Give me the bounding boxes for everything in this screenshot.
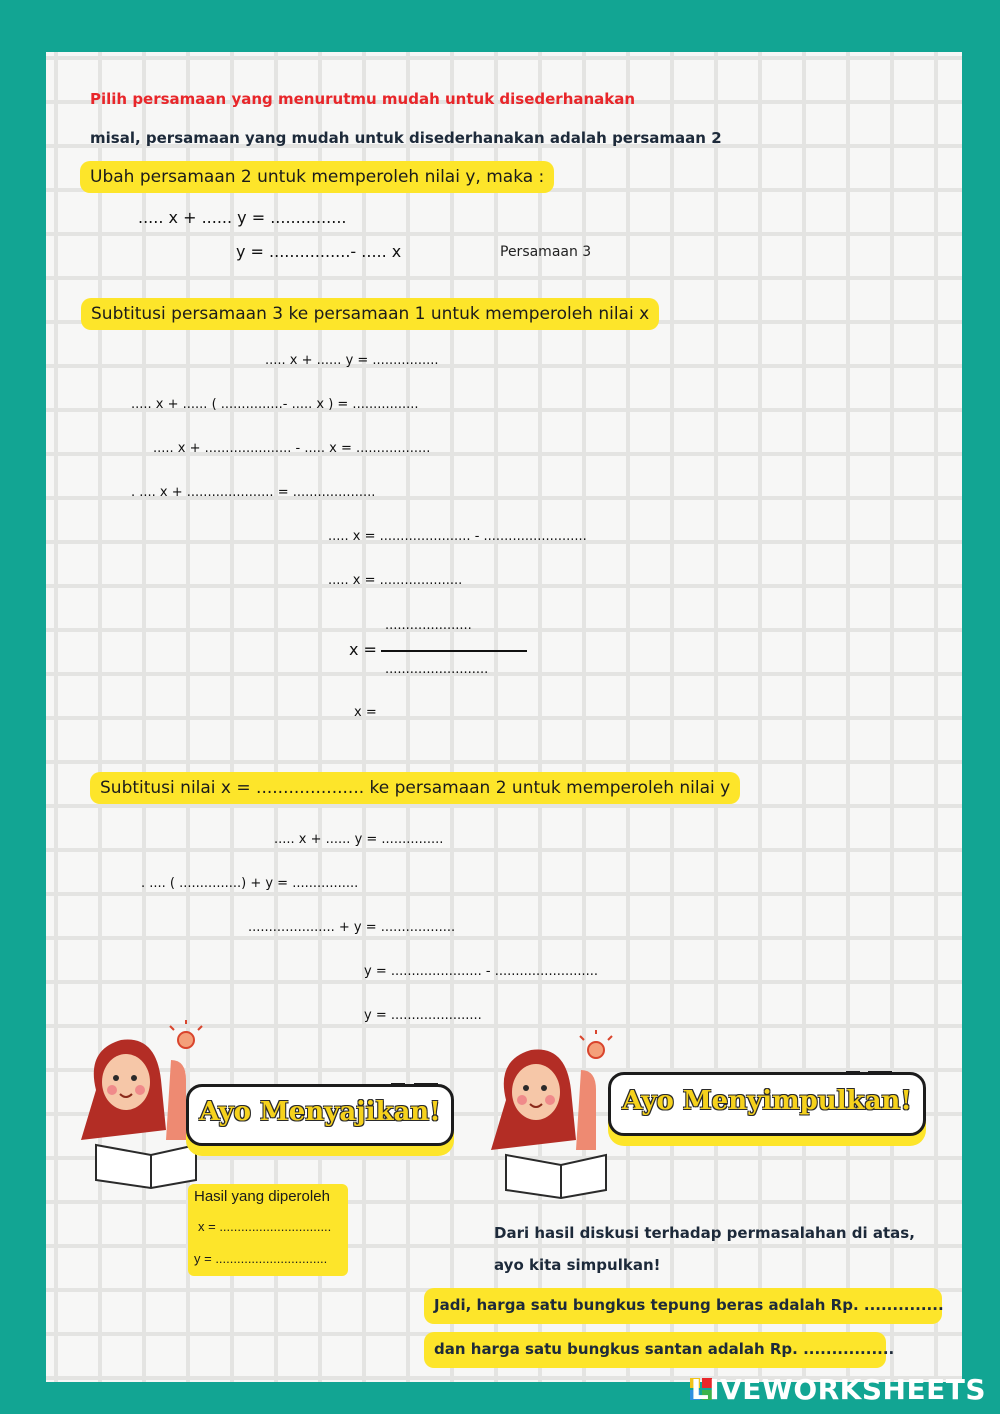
fraction-bar bbox=[381, 650, 527, 652]
badge-dash bbox=[391, 1083, 405, 1086]
answer-rice-flour[interactable]: Jadi, harga satu bungkus tepung beras adalah Rp. .............. bbox=[434, 1296, 944, 1314]
result-x[interactable]: x = ............................... bbox=[198, 1219, 332, 1234]
answer-box-2 bbox=[424, 1332, 895, 1368]
girl-writing-illustration-2 bbox=[486, 1030, 616, 1200]
step2-line-4[interactable]: . .... x + ..................... = .................... bbox=[131, 485, 376, 500]
answer-coconut-milk[interactable]: dan harga satu bungkus santan adalah Rp. ................ bbox=[434, 1340, 895, 1358]
step2-line-1[interactable]: ..... x + ...... y = ................ bbox=[265, 353, 439, 368]
step2-line-2[interactable]: ..... x + ...... ( ...............- ..... x ) = ................ bbox=[131, 397, 419, 412]
lightbulb-icon bbox=[580, 1030, 612, 1058]
ayo-menyimpulkan-label: Ayo Menyimpulkan! bbox=[622, 1086, 912, 1116]
step1-heading: Ubah persamaan 2 untuk memperoleh nilai y, maka : bbox=[80, 161, 554, 193]
fraction-lhs: x = bbox=[349, 640, 377, 659]
step3-line-5[interactable]: y = ...................... bbox=[364, 1008, 482, 1023]
step3-line-2[interactable]: . .... ( ...............) + y = ................ bbox=[141, 876, 359, 891]
instruction-example: misal, persamaan yang mudah untuk disederhanakan adalah persamaan 2 bbox=[90, 129, 722, 147]
step3-heading: Subtitusi nilai x = .................... ke persamaan 2 untuk memperoleh nilai y bbox=[90, 772, 740, 804]
badge-dash bbox=[414, 1083, 438, 1086]
badge-dash bbox=[868, 1071, 892, 1074]
instruction-title: Pilih persamaan yang menurutmu mudah untuk disederhanakan bbox=[90, 90, 636, 108]
lightbulb-icon bbox=[170, 1020, 202, 1048]
step3-line-3[interactable]: ..................... + y = .................. bbox=[248, 920, 456, 935]
conclusion-prompt-1: Dari hasil diskusi terhadap permasalahan di atas, bbox=[494, 1224, 915, 1242]
fraction-denominator[interactable]: ......................... bbox=[385, 662, 489, 677]
x-result[interactable]: x = bbox=[354, 705, 377, 720]
result-y[interactable]: y = ............................... bbox=[194, 1251, 328, 1266]
worksheet-page bbox=[46, 52, 962, 1382]
step1-equation-1[interactable]: ..... x + ...... y = ............... bbox=[138, 208, 347, 227]
ayo-menyimpulkan-badge bbox=[608, 1072, 926, 1136]
result-box bbox=[188, 1184, 348, 1276]
step2-heading: Subtitusi persamaan 3 ke persamaan 1 untuk memperoleh nilai x bbox=[81, 298, 659, 330]
step2-line-6[interactable]: ..... x = .................... bbox=[328, 573, 463, 588]
result-title: Hasil yang diperoleh bbox=[194, 1188, 330, 1205]
ayo-menyajikan-badge bbox=[186, 1084, 454, 1146]
step3-line-1[interactable]: ..... x + ...... y = ............... bbox=[274, 832, 444, 847]
fraction-numerator[interactable]: ..................... bbox=[385, 618, 472, 633]
answer-box-1 bbox=[424, 1288, 942, 1324]
ayo-menyajikan-label: Ayo Menyajikan! bbox=[199, 1097, 441, 1127]
liveworksheets-watermark: LIVEWORKSHEETS bbox=[690, 1373, 986, 1406]
step2-line-5[interactable]: ..... x = ...................... - ......................... bbox=[328, 529, 587, 544]
equation-3-label: Persamaan 3 bbox=[500, 244, 592, 260]
conclusion-prompt-2: ayo kita simpulkan! bbox=[494, 1256, 661, 1274]
badge-dash bbox=[846, 1071, 860, 1074]
step1-equation-2[interactable]: y = ................- ..... x bbox=[236, 242, 402, 261]
step3-line-4[interactable]: y = ...................... - ......................... bbox=[364, 964, 599, 979]
step2-line-3[interactable]: ..... x + ..................... - ..... x = .................. bbox=[153, 441, 431, 456]
